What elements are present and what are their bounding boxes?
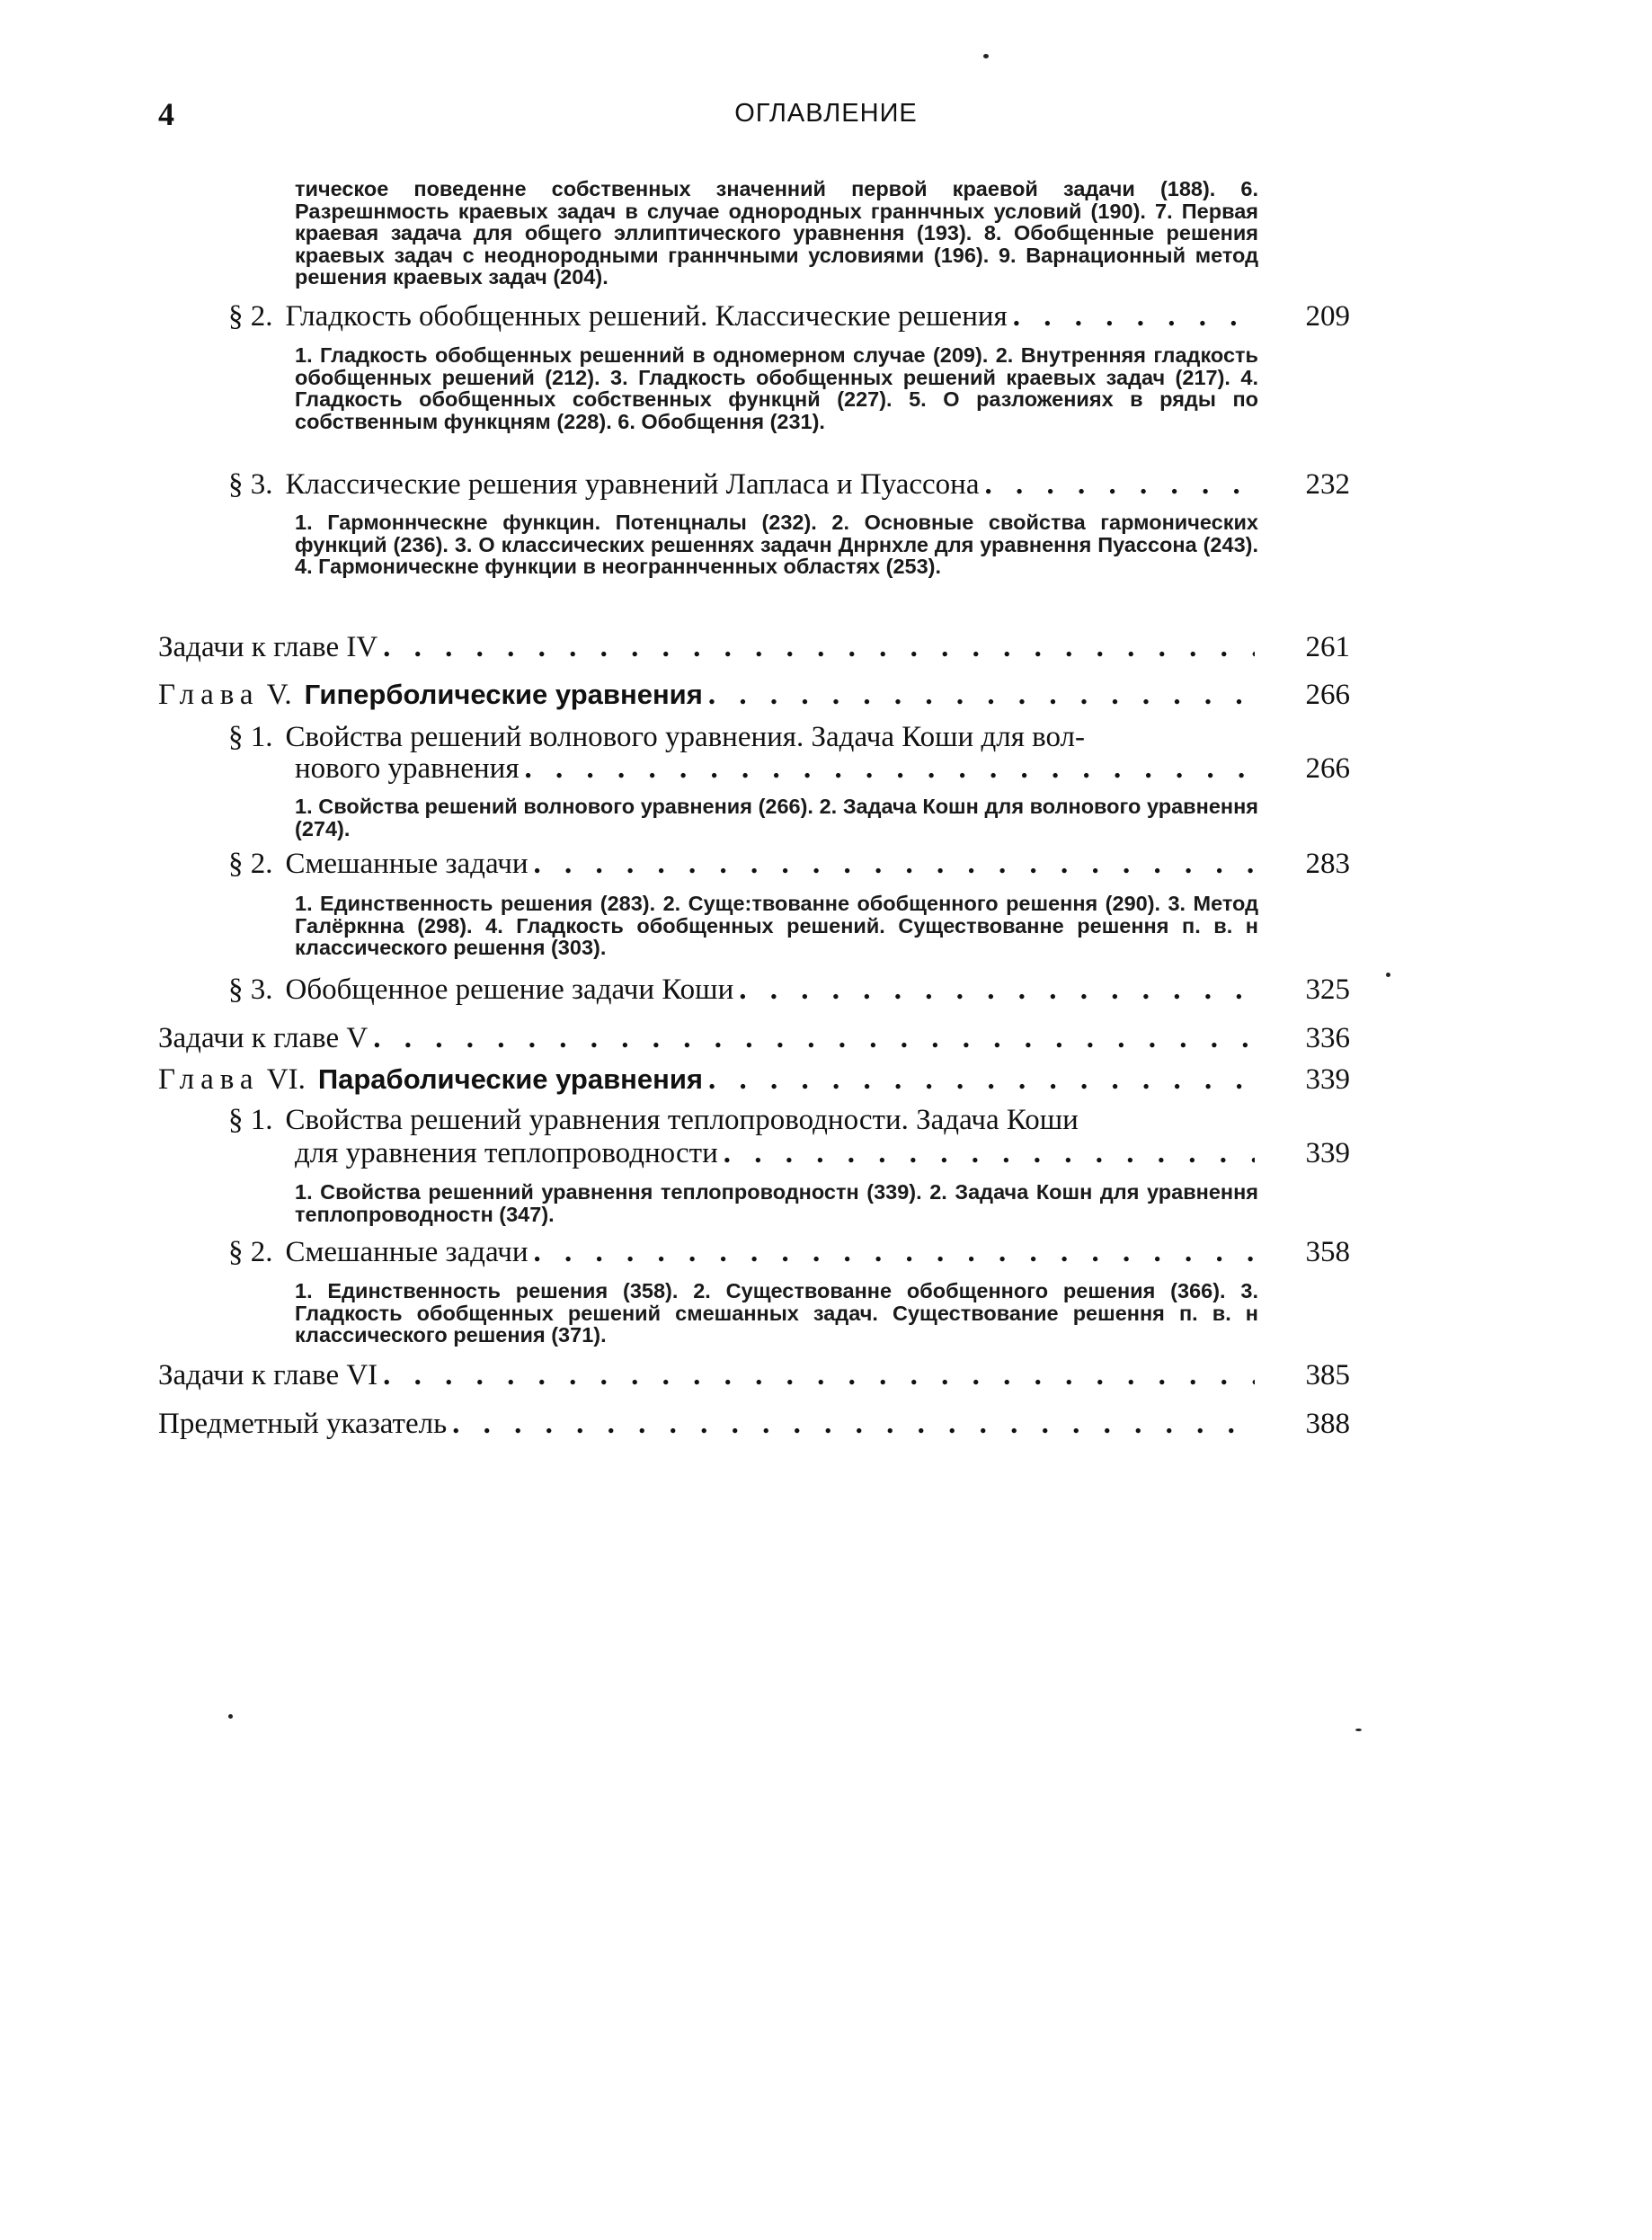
toc-entry-title: § 1. Свойства решений уравнения теплопроводности. Задача Коши: [228, 1104, 1079, 1136]
toc-entry-subsections: 1. Единственность решения (358). 2. Существованне обобщенного решения (366). 3. Гладкость обобщенных решений смешанных задач. Существование решення п. в. н классического решения (371).: [295, 1279, 1258, 1347]
toc-chapter-entry: [158, 1062, 1260, 1098]
toc-page-number: 283: [1305, 848, 1350, 880]
running-head: ОГЛАВЛЕНИЕ: [734, 99, 918, 128]
toc-entry-title: Глава VI. Параболические уравнения: [158, 1063, 704, 1096]
dot-leader: [534, 846, 1255, 882]
toc-page-number: 232: [1305, 468, 1350, 501]
dot-leader: [383, 1357, 1255, 1393]
toc-entry: [228, 467, 1260, 502]
toc-entry: [228, 846, 1260, 882]
toc-page-number: 336: [1305, 1022, 1350, 1054]
toc-page-number: 261: [1305, 631, 1350, 663]
dot-leader: [708, 677, 1255, 713]
dot-leader: [525, 751, 1255, 787]
toc-chapter-entry: [158, 677, 1260, 713]
toc-entry-subsections: 1. Гладкость обобщенных решенний в одномерном случае (209). 2. Внутренняя гладкость обобщенных решений (212). 3. Гладкость обобщенных решений краевых задач (217). 4. Гладкость обобщенных собственных функцнй (227). 5. О разложениях в ряды по собственным функцням (228). 6. Обобщення (231).: [295, 343, 1258, 433]
toc-page-number: 266: [1305, 752, 1350, 785]
page-number: 4: [158, 96, 174, 132]
toc-entry-title: § 2. Гладкость обобщенных решений. Классические решения: [228, 300, 1008, 333]
toc-entry: [228, 972, 1260, 1008]
toc-page-number: 385: [1305, 1359, 1350, 1391]
dot-leader: [724, 1135, 1255, 1171]
toc-entry-title: Предметный указатель: [158, 1408, 448, 1440]
toc-entry-title: § 2. Смешанные задачи: [228, 848, 528, 880]
dot-leader: [373, 1020, 1255, 1056]
toc-entry-subsections: 1. Гармоннческне функцин. Потенцналы (232). 2. Основные свойства гармонических функций (236). 3. О классических решеннях задачн Днрнхле для уравнення Пуассона (243). 4. Гармоническне функции в неограннченных областях (253).: [295, 511, 1258, 578]
toc-page-number: 388: [1305, 1408, 1350, 1440]
toc-page-number: 339: [1305, 1137, 1350, 1169]
toc-page-number: 209: [1305, 300, 1350, 333]
toc-entry: [228, 1234, 1260, 1270]
toc-page-number: 325: [1305, 973, 1350, 1006]
toc-page-number: 266: [1305, 679, 1350, 711]
dot-leader: [984, 467, 1255, 502]
toc-entry: [295, 1135, 1260, 1171]
toc-page-number: 339: [1305, 1063, 1350, 1096]
top-continuation-text: тическое поведенне собственных значенний первой краевой задачи (188). 6. Разрешнмость краевых задач в случае однородных граннчных условий (190). 7. Первая краевая задача для общего эллиптического уравнення (193). 8. Обобщенные решения краевых задач с неоднородными граннчными условиями (196). 9. Варнационный метод решения краевых задач (204).: [295, 177, 1258, 289]
toc-entry: [158, 1357, 1260, 1393]
toc-entry-title: Задачи к главе IV: [158, 631, 378, 663]
dot-leader: [708, 1062, 1255, 1098]
toc-entry-title: Задачи к главе VI: [158, 1359, 378, 1391]
toc-entry-title: Задачи к главе V: [158, 1022, 369, 1054]
toc-entry-title: § 3. Классические решения уравнений Лапласа и Пуассона: [228, 468, 980, 501]
dot-leader: [1013, 298, 1255, 334]
toc-entry-title-continued: нового уравнения: [295, 752, 520, 785]
toc-entry-subsections: 1. Единственность решения (283). 2. Суще:твованне обобщенного решення (290). 3. Метод Галёркнна (298). 4. Гладкость обобщенных решений. Существованне решення п. в. н классического решення (303).: [295, 892, 1258, 959]
toc-entry-title: Глава V. Гиперболические уравнения: [158, 679, 703, 711]
toc-entry: [158, 1020, 1260, 1056]
toc-page-number: 358: [1305, 1236, 1350, 1268]
dot-leader: [739, 972, 1255, 1008]
toc-entry-subsections: 1. Свойства решений волнового уравнения (266). 2. Задача Кошн для волнового уравнення (274).: [295, 795, 1258, 840]
toc-entry: [158, 1406, 1260, 1442]
toc-entry-subsections: 1. Свойства решенний уравнення теплопроводностн (339). 2. Задача Кошн для уравнення теплопроводностн (347).: [295, 1180, 1258, 1226]
dot-leader: [452, 1406, 1255, 1442]
toc-entry: [158, 629, 1260, 665]
toc-entry: [228, 298, 1260, 334]
toc-entry-title: § 1. Свойства решений волнового уравнения. Задача Коши для вол-: [228, 721, 1086, 753]
toc-entry: [295, 751, 1260, 787]
toc-entry-title: § 2. Смешанные задачи: [228, 1236, 528, 1268]
toc-entry-title: § 3. Обобщенное решение задачи Коши: [228, 973, 734, 1006]
toc-entry-title-continued: для уравнения теплопроводности: [295, 1137, 718, 1169]
dot-leader: [534, 1234, 1255, 1270]
dot-leader: [383, 629, 1255, 665]
